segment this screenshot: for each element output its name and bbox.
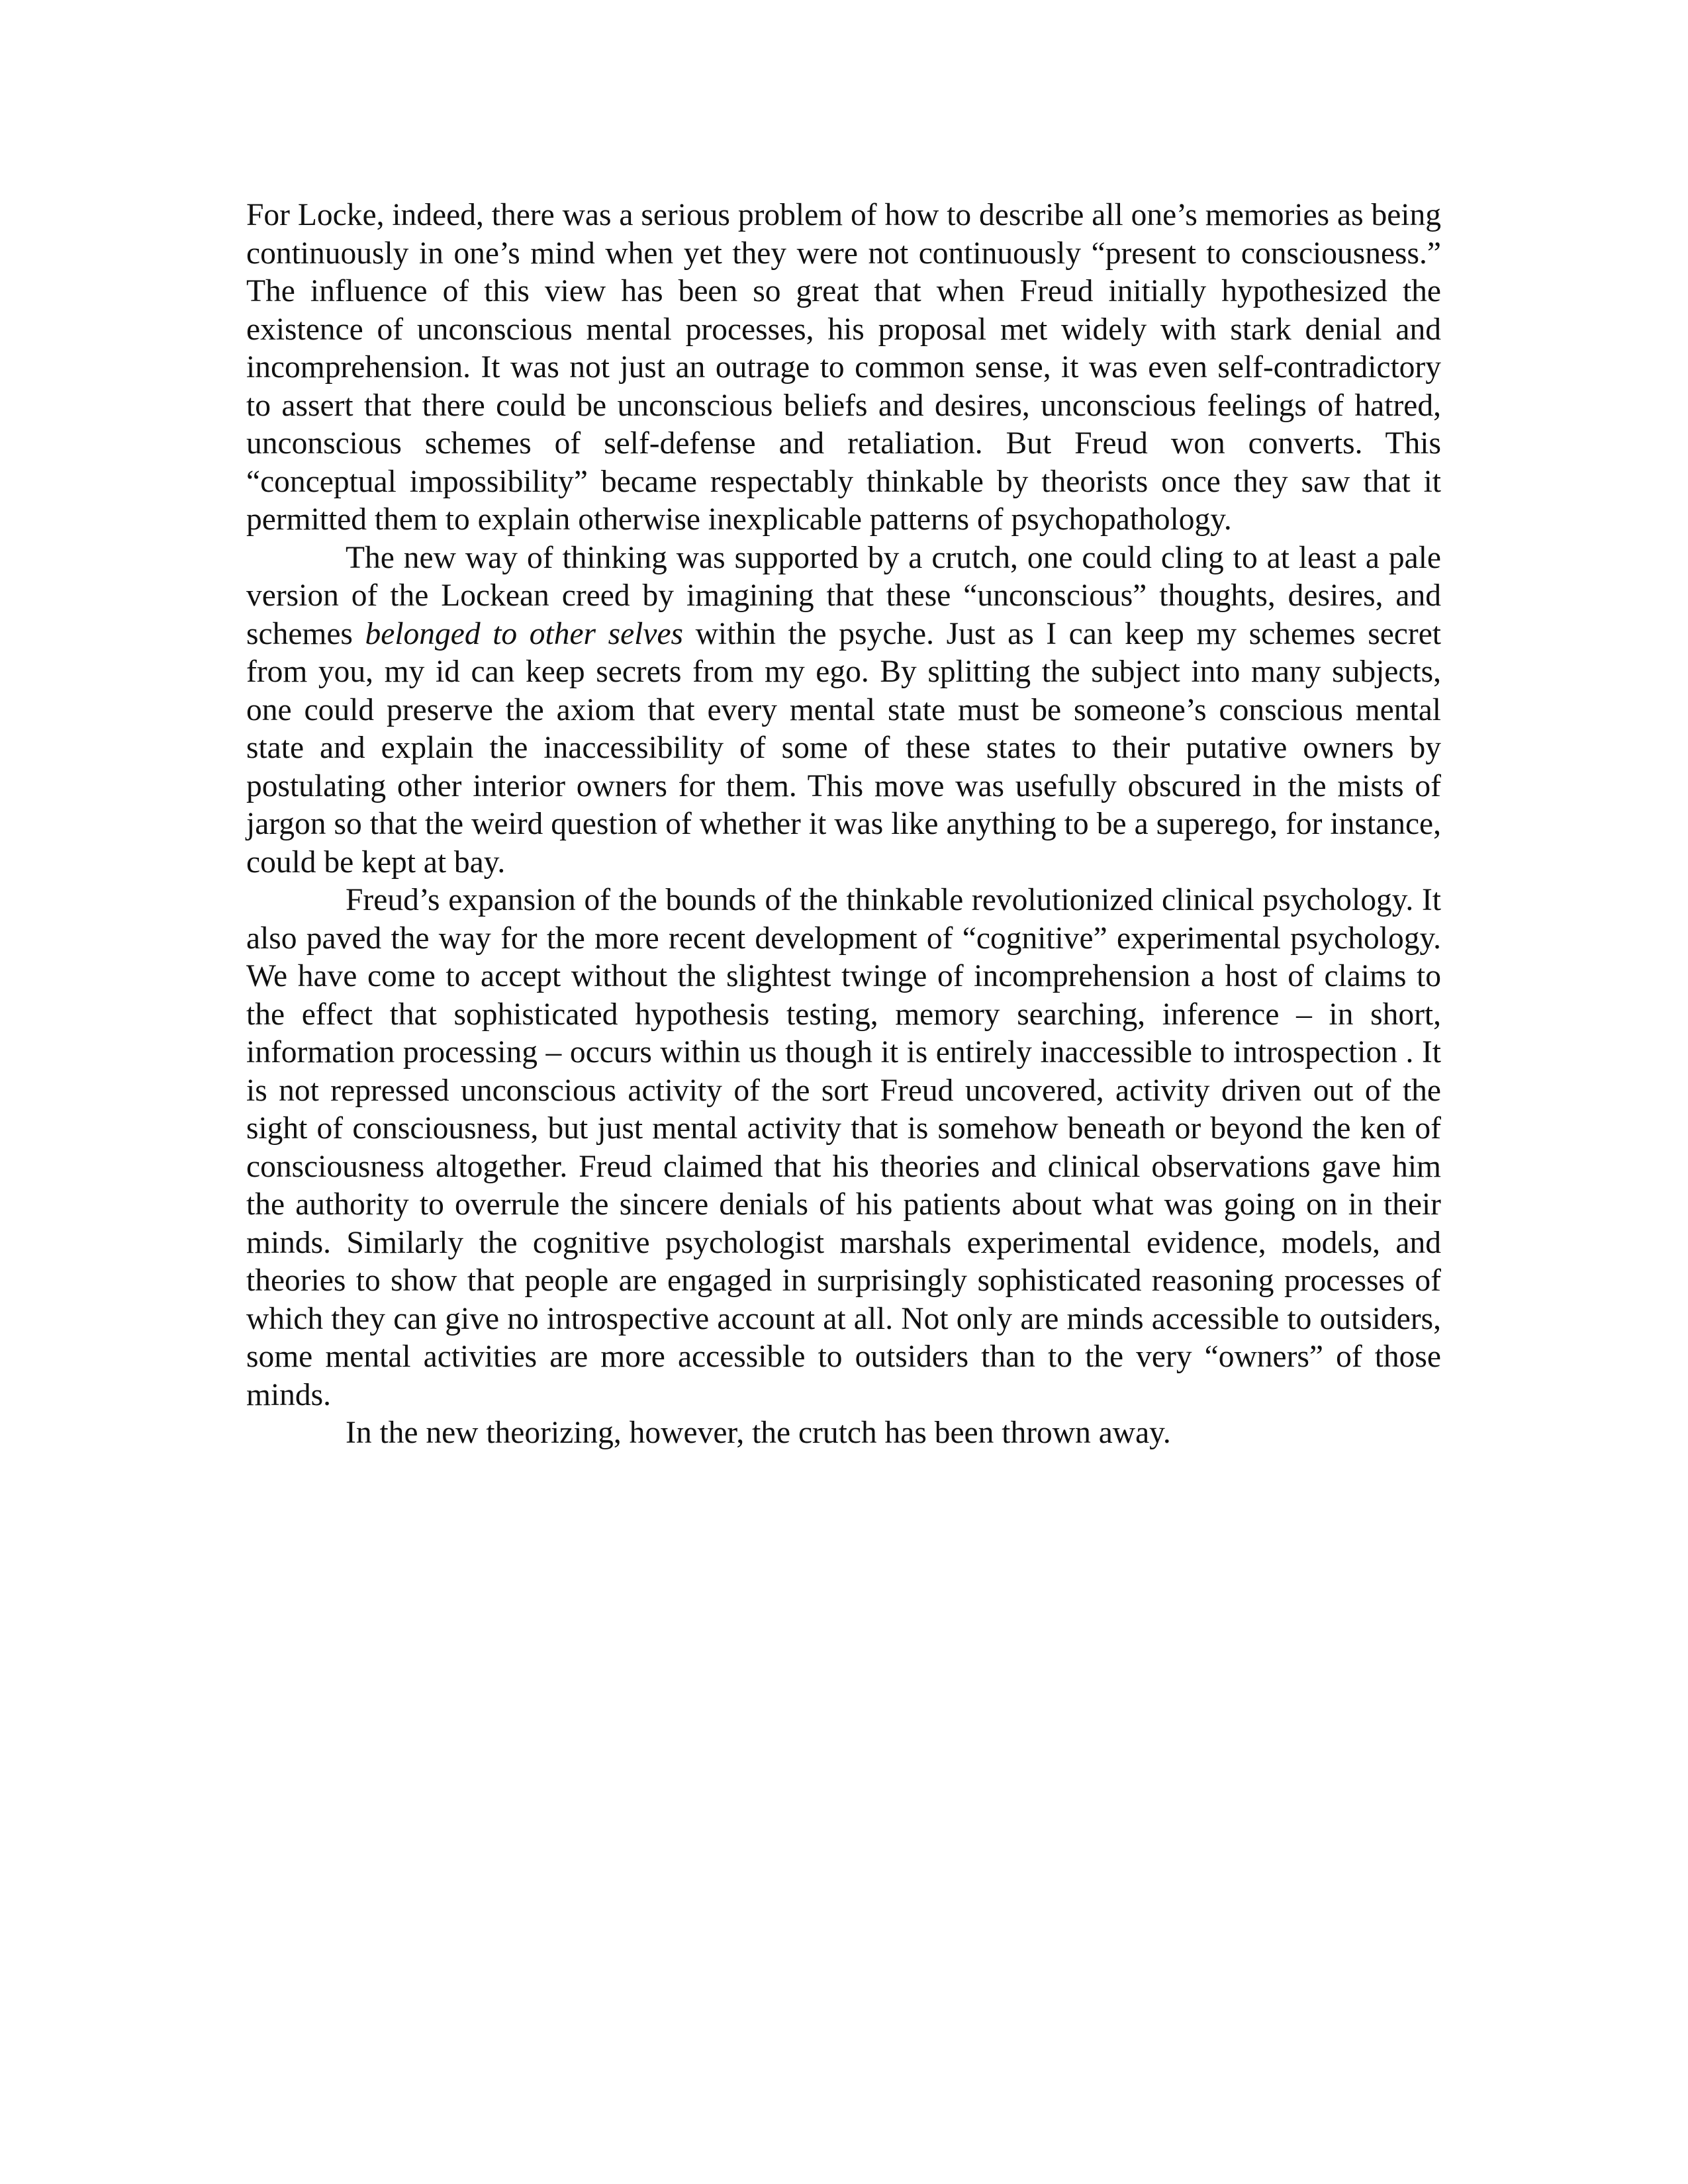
paragraph-1: For Locke, indeed, there was a serious problem of how to describe all one’s memories as being continuously in one’s mind when yet they were not continuously “present to consciousness.” The influence of this view has been so great that when Freud initially hypothesized the existence of unconscious mental processes, his proposal met widely with stark denial and incomprehension. It was not just an outrage to common sense, it was even self-contradictory to assert that there could be unconscious beliefs and desires, unconscious feelings of hatred, unconscious schemes of self-defense and retaliation. But Freud won converts. This “conceptual impossibility” became respectably thinkable by theorists once they saw that it permitted them to explain otherwise inexplicable patterns of psychopathology. bbox=[246, 198, 1441, 537]
paragraph-2-text-end: within the psyche. Just as I can keep my schemes secret from you, my id can keep secrets from my ego. By splitting the subject into many subjects, one could preserve the axiom that every mental state must be someone’s conscious mental state and explain the inaccessibility of some of these states to their putative owners by postulating other interior owners for them. This move was usefully obscured in the mists of jargon so that the weird question of whether it was like anything to be a superego, for instance, could be kept at bay. bbox=[246, 616, 1441, 880]
paragraph-2-text-start: The new way of thinking was supported by a crutch, one could cling to at least a pale version of the Lockean creed by imagining that these “unconscious” thoughts, desires, and schemes bbox=[246, 540, 1441, 651]
paragraph-3: Freud’s expansion of the bounds of the thinkable revolutionized clinical psychology. It also paved the way for the more recent development of “cognitive” experimental psychology. We have come to accept without the slightest twinge of incomprehension a host of claims to the effect that sophisticated hypothesis testing, memory searching, inference – in short, information processing – occurs within us though it is entirely inaccessible to introspection . It is not repressed unconscious activity of the sort Freud uncovered, activity driven out of the sight of consciousness, but just mental activity that is somehow beneath or beyond the ken of consciousness altogether. Freud claimed that his theories and clinical observations gave him the authority to overrule the sincere denials of his patients about what was going on in their minds. Similarly the cognitive psychologist marshals experimental evidence, models, and theories to show that people are engaged in surprisingly sophisticated reasoning processes of which they can give no introspective account at all. Not only are minds accessible to outsiders, some mental activities are more accessible to outsiders than to the very “owners” of those minds. bbox=[246, 883, 1441, 1412]
paragraph-2-italic-phrase: belonged to other selves bbox=[365, 616, 684, 651]
body-text bbox=[246, 197, 1441, 1453]
paragraph-4: In the new theorizing, however, the crutch has been thrown away. bbox=[346, 1416, 1171, 1450]
paragraph-2 bbox=[246, 539, 1441, 882]
